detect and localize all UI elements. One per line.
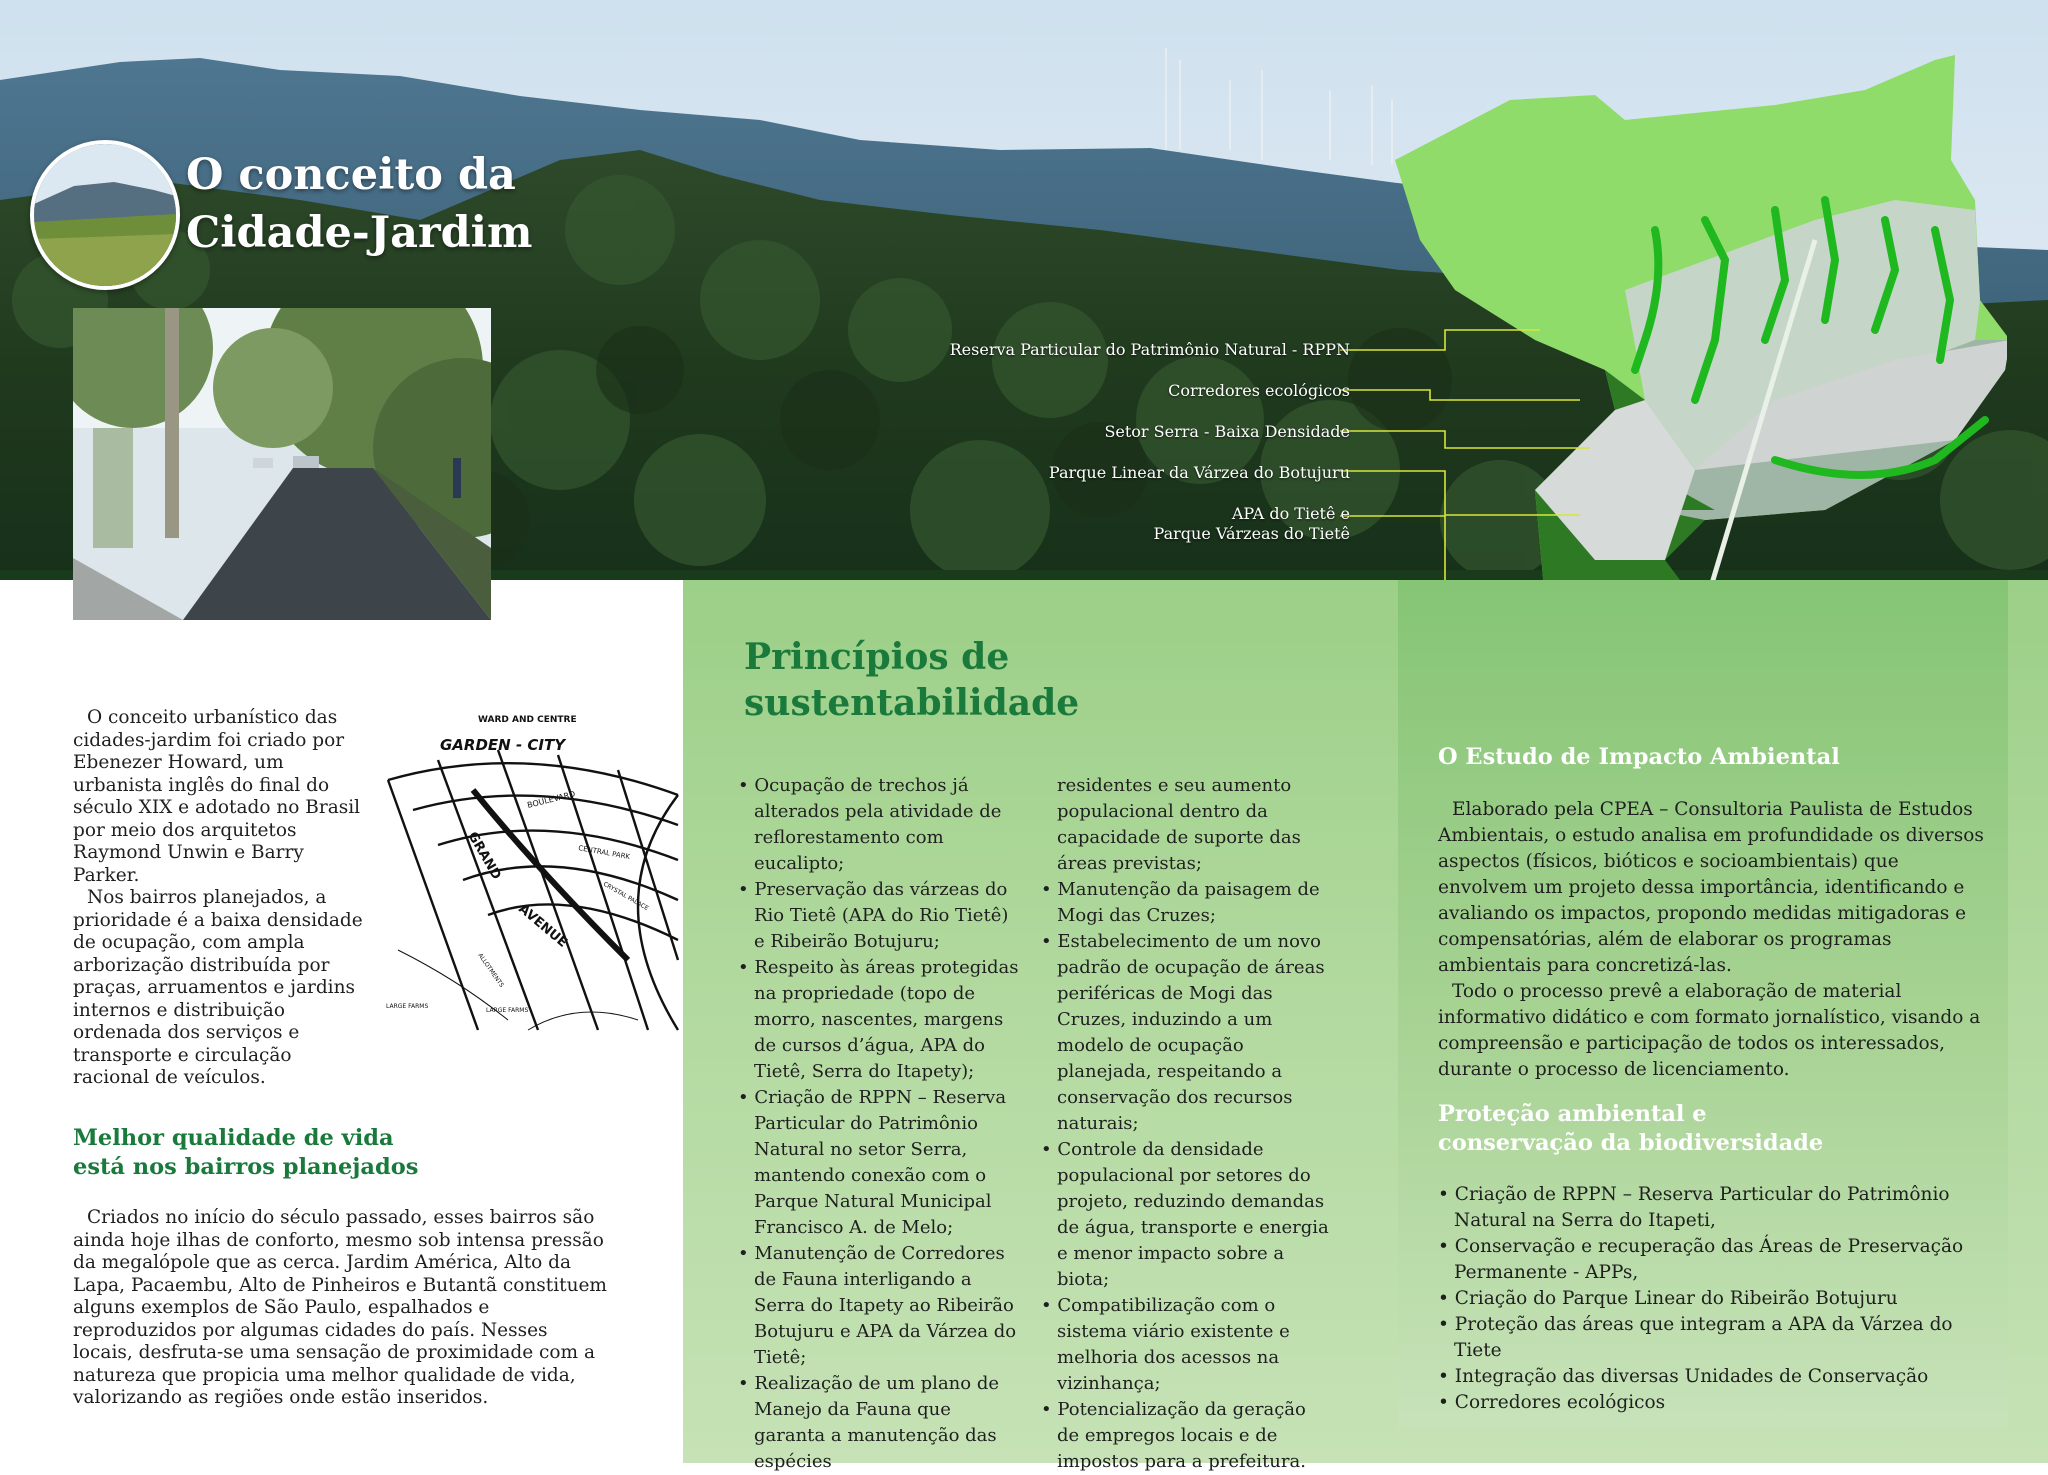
garden-city-plan	[378, 700, 683, 1055]
eia-paragraph-1: Elaborado pela CPEA – Consultoria Paulista de Estudos Ambientais, o estudo analisa em profundidade os diversos aspectos (físicos, bióticos e socioambientais) que envolvem um projeto dessa importância, identificando e avaliando os impactos, propondo medidas mitigadoras e compensatórias, além de elaborar os programas ambientais para concretizá-las.	[1438, 799, 1984, 976]
intro-text	[73, 707, 373, 1090]
plan-label-farms-left: LARGE FARMS	[386, 1003, 429, 1010]
principle-item: • Manutenção de Corredores de Fauna interligando a Serra do Itapety ao Ribeirão Botujuru e APA da Várzea do Tietê;	[738, 1241, 1020, 1371]
principle-item: • Preservação das várzeas do Rio Tietê (APA do Rio Tietê) e Ribeirão Botujuru;	[738, 877, 1020, 955]
title-landscape-thumbnail	[30, 140, 180, 290]
principles-heading	[744, 634, 1164, 726]
plan-label-farms-right: LARGE FARMS	[486, 1007, 529, 1014]
principle-item: • Ocupação de trechos já alterados pela atividade de reflorestamento com eucalipto;	[738, 773, 1020, 877]
map-label-corredores: Corredores ecológicos	[1168, 381, 1350, 400]
map-label-apa-tiete: APA do Tietê e	[1231, 504, 1350, 523]
protection-item: • Criação de RPPN – Reserva Particular do Patrimônio Natural na Serra do Itapeti,	[1438, 1182, 1998, 1234]
page-title-line-1: O conceito da	[186, 150, 516, 200]
map-label-rppn: Reserva Particular do Patrimônio Natural - RPPN	[949, 340, 1350, 359]
principle-item: • Realização de um plano de Manejo da Fauna que garanta a manutenção das espécies	[738, 1371, 1020, 1475]
eia-text	[1438, 797, 1988, 1083]
plan-title-top: WARD AND CENTRE	[478, 715, 577, 725]
principles-heading-line-2: sustentabilidade	[744, 682, 1080, 724]
protection-item: • Criação do Parque Linear do Ribeirão Botujuru	[1438, 1286, 1998, 1312]
map-label-setor-serra: Setor Serra - Baixa Densidade	[1104, 422, 1350, 441]
protection-item: • Corredores ecológicos	[1438, 1390, 1998, 1416]
plan-title-main: GARDEN - CITY	[440, 736, 566, 754]
intro-paragraph-2: Nos bairros planejados, a prioridade é a baixa densidade de ocupação, com ampla arborização distribuída por praças, arruamentos e jardins internos e distribuição ordenada dos serviços e transporte e circulação racional de veículos.	[73, 887, 363, 1088]
quality-heading-line-2: está nos bairros planejados	[73, 1154, 419, 1180]
quality-heading	[73, 1124, 523, 1182]
principle-item: • Controle da densidade populacional por setores do projeto, reduzindo demandas de água, transporte e energia e menor impacto sobre a biota;	[1041, 1137, 1331, 1293]
map-label-parque-varzeas: Parque Várzeas do Tietê	[1153, 524, 1350, 543]
principle-item: • Potencialização da geração de empregos locais e de impostos para a prefeitura.	[1041, 1397, 1331, 1475]
plan-label-crystal-palace: CRYSTAL PALACE	[602, 880, 650, 913]
quality-heading-line-1: Melhor qualidade de vida	[73, 1125, 394, 1151]
principle-item: • Respeito às áreas protegidas na propriedade (topo de morro, nascentes, margens de cursos d’água, APA do Tietê, Serra do Itapety);	[738, 955, 1020, 1085]
page-title	[186, 146, 626, 262]
plan-label-boulevard: BOULEVARD	[526, 789, 577, 810]
principle-item: • Compatibilização com o sistema viário existente e melhoria dos acessos na vizinhança;	[1041, 1293, 1331, 1397]
street-photo	[73, 308, 491, 620]
page-title-line-2: Cidade-Jardim	[186, 208, 533, 258]
principle-item-continuation: residentes e seu aumento populacional dentro da capacidade de suporte das áreas previstas;	[1057, 775, 1301, 874]
protection-heading	[1438, 1100, 1978, 1158]
intro-paragraph-1: O conceito urbanístico das cidades-jardim foi criado por Ebenezer Howard, um urbanista inglês do final do século XIX e adotado no Brasil por meio dos arquitetos Raymond Unwin e Barry Parker.	[73, 707, 361, 886]
protection-item: • Proteção das áreas que integram a APA da Várzea do Tiete	[1438, 1312, 1998, 1364]
plan-label-grand: GRAND	[464, 829, 504, 883]
plan-label-avenue: AVENUE	[515, 901, 570, 951]
principles-heading-line-1: Princípios de	[744, 636, 1010, 678]
protection-item: • Integração das diversas Unidades de Conservação	[1438, 1364, 1998, 1390]
quality-text	[73, 1207, 613, 1410]
eia-heading: O Estudo de Impacto Ambiental	[1438, 744, 1840, 770]
principle-item: • Criação de RPPN – Reserva Particular do Patrimônio Natural no setor Serra, mantendo conexão com o Parque Natural Municipal Francisco A. de Melo;	[738, 1085, 1020, 1241]
eia-paragraph-2: Todo o processo prevê a elaboração de material informativo didático e com formato jornalístico, visando a compreensão e participação de todos os interessados, durante o processo de licenciamento.	[1438, 981, 1981, 1080]
protection-heading-line-1: Proteção ambiental e	[1438, 1101, 1707, 1127]
principles-list-column-2	[1041, 773, 1331, 1475]
protection-heading-line-2: conservação da biodiversidade	[1438, 1130, 1824, 1156]
principles-list-column-1	[738, 773, 1020, 1475]
quality-paragraph: Criados no início do século passado, esses bairros são ainda hoje ilhas de conforto, mesmo sob intensa pressão da megalópole que as cerca. Jardim América, Alto da Lapa, Pacaembu, Alto de Pinheiros e Butantã constituem alguns exemplos de São Paulo, espalhados e reproduzidos por algumas cidades do país. Nesses locais, desfruta-se uma sensação de proximidade com a natureza que propicia uma melhor qualidade de vida, valorizando as regiões onde estão inseridos.	[73, 1207, 607, 1408]
principle-item: • Manutenção da paisagem de Mogi das Cruzes;	[1041, 877, 1331, 929]
map-label-parque-linear: Parque Linear da Várzea do Botujuru	[1048, 463, 1350, 482]
plan-label-central-park: CENTRAL PARK	[577, 844, 631, 862]
plan-label-allotments: ALLOTMENTS	[476, 952, 505, 989]
protection-list	[1438, 1182, 1998, 1416]
principle-item: • Estabelecimento de um novo padrão de ocupação de áreas periféricas de Mogi das Cruzes, induzindo a um modelo de ocupação planejada, respeitando a conservação dos recursos naturais;	[1041, 929, 1331, 1137]
protection-item: • Conservação e recuperação das Áreas de Preservação Permanente - APPs,	[1438, 1234, 1998, 1286]
